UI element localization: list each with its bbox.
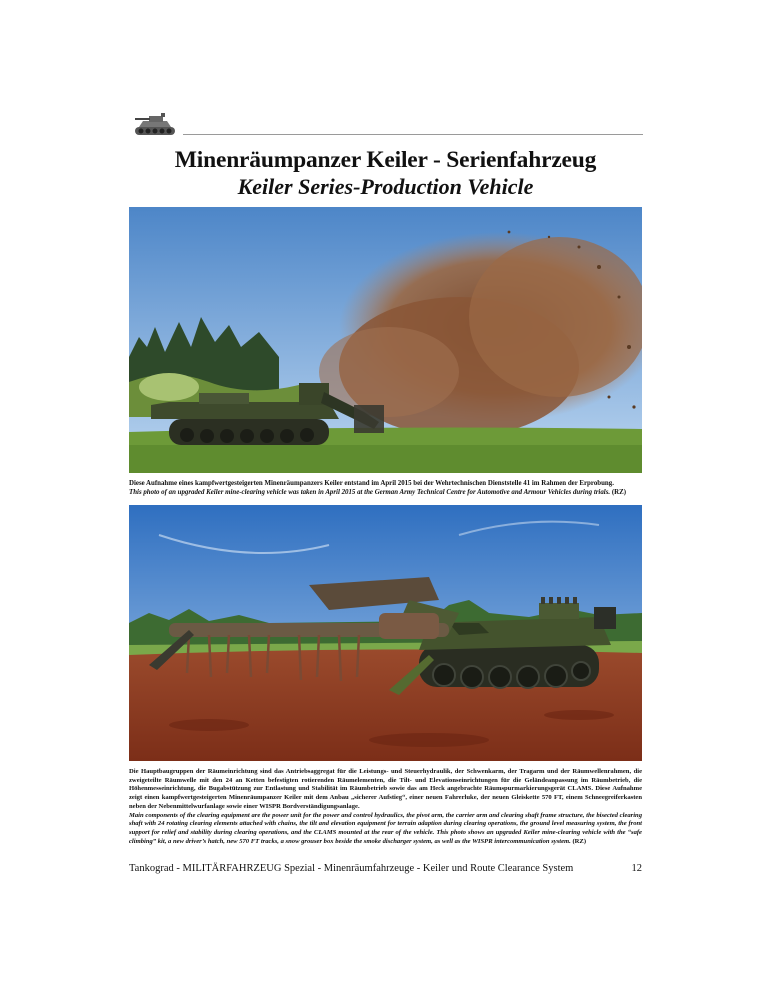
photo2-credit: (RZ) [572, 837, 587, 845]
tank-logo-icon [131, 110, 179, 140]
photo1-caption-en: This photo of an upgraded Keiler mine-clearing vehicle was taken in April 2015 at the German Army Technical Centre for Automotive and Armour Vehicles during trials. [129, 489, 611, 497]
page-number: 12 [631, 863, 642, 874]
photo1-credit: (RZ) [611, 489, 627, 497]
photo1-caption-de: Diese Aufnahme eines kampfwertgesteigerten Minenräumpanzers Keiler entstand im April 2015 bei der Wehrtechnischen Dienststelle 41 im Rahmen der Erprobung. [129, 480, 614, 487]
page-subtitle: Keiler Series-Production Vehicle [237, 174, 534, 199]
photo1-caption [129, 479, 642, 497]
photo2-caption-de: Die Hauptbaugruppen der Räumeinrichtung sind das Antriebsaggregat für die Leistungs- und Steuerhydraulik, der Schwenkarm, der Tragarm und der Räumwellenrahmen, die zweigeteilte Räumwelle mit den 24 an Ketten befestigten rotierenden Räumelementen, die Tilt- und Elevationseinrichtungen für die Geländeanpassung im Räumbetrieb, die Höhenmesseinrichtung, die Bugabstützung zur Entlastung und Stabilität im Räumbetrieb sowie das am Heck angebrachte Räumspurmarkierungsgerät CLAMS. Diese Aufnahme zeigt einen kampfwertgesteigerten Minenräumpanzer Keiler mit dem Anbau „sicherer Aufstieg“, einer neuen Fahrerluke, der neuen Gleiskette 570 FT, einem Schneegreiferkasten neben der Nebenmittelwurfanlage sowie einer WISPR Bordverständigungsanlage. [129, 768, 642, 810]
photo2-caption [129, 768, 642, 846]
photo-keiler-clearing-shaft [129, 505, 642, 761]
page-title: Minenräumpanzer Keiler - Serienfahrzeug [174, 147, 597, 173]
footer-text: Tankograd - MILITÄRFAHRZEUG Spezial - Minenräumfahrzeuge - Keiler und Route Clearance System [129, 863, 574, 874]
photo-keiler-clearing-dust [129, 207, 642, 473]
photo2-caption-en: Main components of the clearing equipment are the power unit for the power and control hydraulics, the pivot arm, the carrier arm and clearing shaft frame structure, the bisected clearing shaft with 24 rotating clearing elements attached with chains, the tilt and elevation equipment for terrain adaption during clearing operations, the ground level measuring system, the front support for relief and stability during clearing operations, and the CLAMS mounted at the rear of the vehicle. This photo shows an upgraded Keiler mine-clearing vehicle with the “safe climbing” kit, a new driver’s hatch, new 570 FT tracks, a snow grouser box beside the smoke discharger system, as well as the WISPR intercommunication system. [129, 811, 642, 845]
page-footer [129, 862, 642, 876]
header-rule [183, 134, 643, 135]
